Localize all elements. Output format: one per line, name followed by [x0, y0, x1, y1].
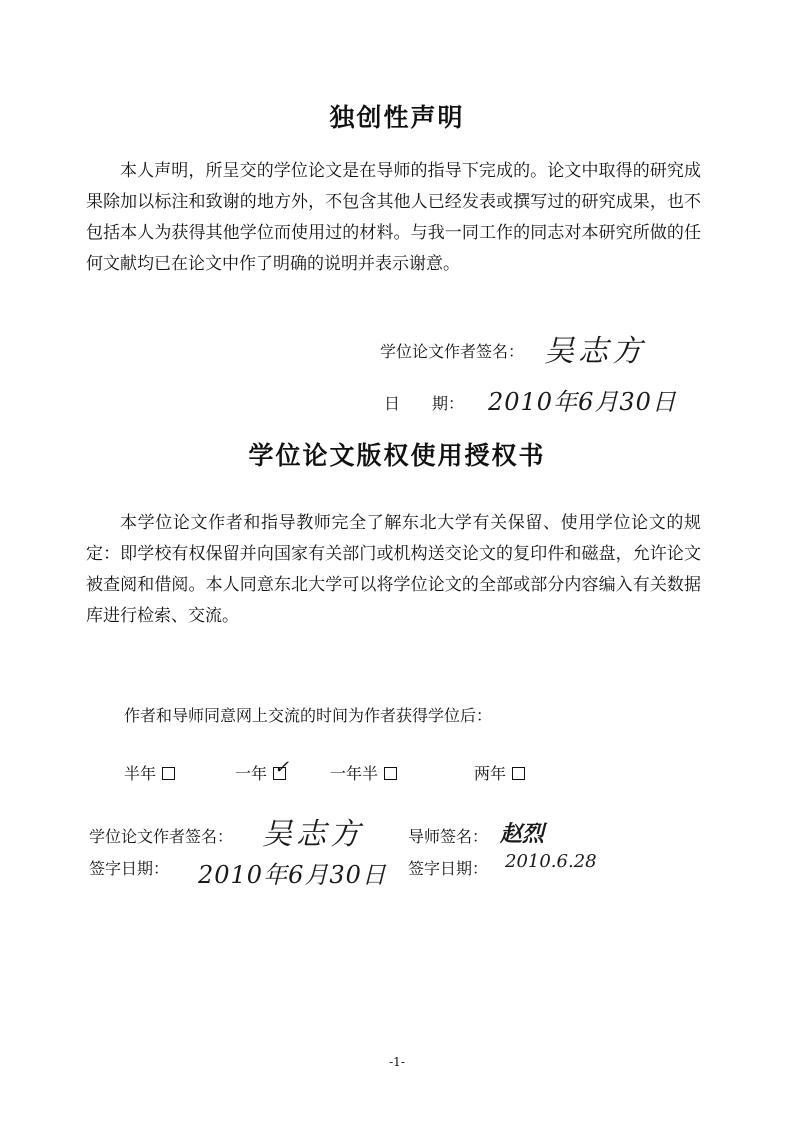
advisor-date-label: 签字日期：: [408, 859, 489, 878]
option-one-and-half-year-checkbox[interactable]: [384, 767, 397, 780]
advisor-signature: 赵烈: [500, 821, 545, 847]
authorization-body: 本学位论文作者和指导教师完全了解东北大学有关保留、使用学位论文的规定：即学校有权保留并向国家有关部门或机构送交论文的复印件和磁盘，允许论文被查阅和借阅。本人同意东北大学可以将学位论文的全部或部分内容编入有关数据库进行检索、交流。: [86, 513, 701, 626]
option-two-years[interactable]: [474, 761, 525, 784]
option-two-years-label: 两年: [474, 764, 507, 783]
authorization-author-sig-label: 学位论文作者签名：: [89, 827, 234, 846]
option-half-year-checkbox[interactable]: [162, 767, 175, 780]
option-one-and-half-year[interactable]: [330, 761, 397, 784]
declaration-date-handwritten: 2010年6月30日: [488, 388, 677, 416]
advisor-sig-label: 导师签名：: [408, 827, 489, 846]
declaration-title: 独创性声明: [329, 103, 465, 132]
declaration-author-signature: 吴志方: [544, 334, 646, 369]
page-number: -1-: [389, 1055, 405, 1069]
option-one-and-half-year-label: 一年半: [330, 764, 379, 783]
authorization-author-date-handwritten: 2010年6月30日: [198, 861, 387, 889]
option-one-year[interactable]: [235, 757, 290, 784]
authorization-title: 学位论文版权使用授权书: [248, 441, 546, 470]
declaration-date-label: 日 期：: [384, 394, 465, 413]
option-one-year-label: 一年: [235, 764, 268, 783]
exchange-prompt: 作者和导师同意网上交流的时间为作者获得学位后：: [124, 706, 493, 725]
authorization-author-date-label: 签字日期：: [89, 859, 170, 878]
declaration-body: 本人声明，所呈交的学位论文是在导师的指导下完成的。论文中取得的研究成果除加以标注和致谢的地方外，不包含其他人已经发表或撰写过的研究成果，也不包括本人为获得其他学位而使用过的材料。与我一同工作的同志对本研究所做的任何文献均已在论文中作了明确的说明并表示谢意。: [86, 161, 701, 274]
authorization-author-signature: 吴志方: [262, 817, 364, 852]
option-one-year-checkbox[interactable]: [273, 757, 290, 780]
check-mark-icon: ✓: [274, 757, 290, 778]
option-two-years-checkbox[interactable]: [512, 767, 525, 780]
advisor-date-handwritten: 2010.6.28: [505, 851, 597, 872]
declaration-author-sig-label: 学位论文作者签名：: [380, 342, 525, 361]
option-half-year[interactable]: [124, 761, 175, 784]
option-half-year-label: 半年: [124, 764, 157, 783]
